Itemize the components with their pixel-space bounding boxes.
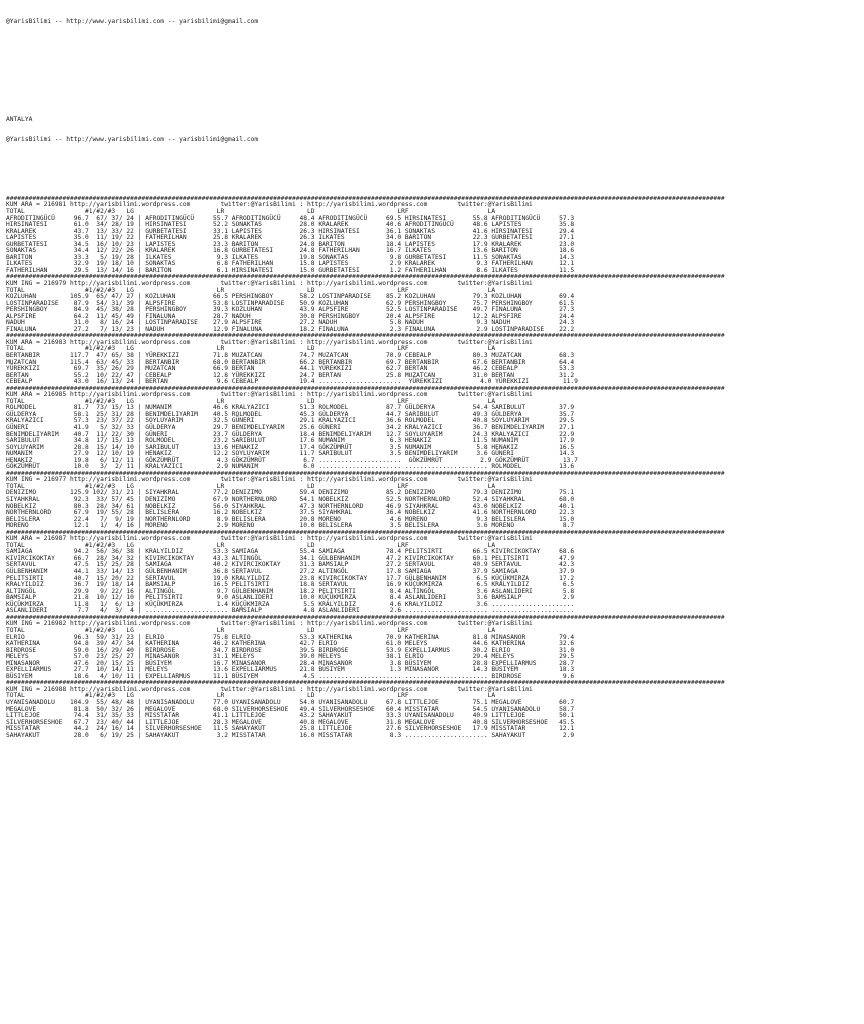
horse-row: KRALYAZICI 57.3 23/ 37/ 22 | SOYLUYARIM 32.5 GÜNERI 29.1 KRALYAZICI 36.6 ROLMODEL 40.8 SOYLUYARIM 29.5 xyxy=(6,417,575,425)
horse-row: GÜLDERYA 58.1 25/ 31/ 28 | BENIMDELIYARIM 40.5 ROLMODEL 45.3 GÜLDERYA 44.7 SARIBULUT 49.3 GÜLDERYA 35.7 xyxy=(6,410,575,418)
horse-row: KÜÇÜKMIRZA 11.8 1/ 6/ 13 | KÜÇÜKMIRZA 1.4 KÜÇÜKMIRZA 5.5 KRALYILDIZ 4.6 KRALYILDIZ 3.6 ...................... xyxy=(6,600,575,608)
horse-row: BERTAN 55.2 10/ 22/ 47 | CEBEALP 12.8 YÜREKKIZI 24.7 BERTAN 25.8 MUZATCAN 31.0 BERTAN 31.2 xyxy=(6,371,575,379)
horse-row: SARIBULUT 34.8 17/ 15/ 13 | ROLMODEL 23.2 SARIBULUT 17.6 NUMANIM 6.3 HENAKIZ 11.5 NUMANIM 17.9 xyxy=(6,437,575,445)
horse-row: BELISLERA 22.4 7/ 9/ 19 | NORTHERNLORD 8.9 BELISLERA 20.8 MORENO 4.6 MORENO 9.3 BELISLERA 15.0 xyxy=(6,515,575,523)
horse-row: SIYAHKRAL 92.3 33/ 57/ 45 | DENIZIMO 67.9 NORTHERNLORD 54.1 NOBELKIZ 52.5 NORTHERNLORD 52.4 SIYAHKRAL 68.0 xyxy=(6,496,575,504)
section-separator: ############################################################################################################################################################################################### xyxy=(6,470,725,477)
column-header-line: TOTAL #1/#2/#3 LG LR LD LRF LA xyxy=(6,541,496,549)
section-separator: ############################################################################################################################################################################################### xyxy=(6,385,725,392)
horse-row: MORENO 12.1 1/ 4/ 16 | MORENO 2.9 MORENO 10.0 BELISLERA 3.5 BELISLERA 3.6 MORENO 8.7 xyxy=(6,522,575,530)
column-header-line: TOTAL #1/#2/#3 LG LR LD LRF LA xyxy=(6,482,496,490)
horse-row: LITTLEJOE 74.4 31/ 35/ 33 | MISSTATAR 41.1 LITTLEJOE 43.2 SAHAYAKUT 33.3 UYANISANADOLU 40.9 LITTLEJOE 50.1 xyxy=(6,712,575,720)
section-separator: ############################################################################################################################################################################################### xyxy=(6,195,725,202)
horse-row: BARITON 33.3 5/ 19/ 28 | ILKATES 9.3 ILKATES 19.8 SONAKTAS 9.8 GURBETATESI 11.5 SONAKTAS 14.3 xyxy=(6,253,575,261)
header-contact-line: @YarisBilimi -- http://www.yarisbilimi.com -- yarisbilimi@gmail.com xyxy=(6,18,259,26)
column-header-line: TOTAL #1/#2/#3 LG LR LD LRF LA xyxy=(6,626,496,634)
column-header-line: TOTAL #1/#2/#3 LG LR LD LRF LA xyxy=(6,345,496,353)
section-separator: ############################################################################################################################################################################################### xyxy=(6,614,725,621)
race-section xyxy=(6,333,860,385)
report-page xyxy=(6,6,860,746)
horse-row: PELITSIRTI 40.7 15/ 20/ 22 | SERTAVUL 19.0 KRALYILDIZ 23.8 KIVIRCIKOKTAY 17.7 GÜLBENHANIM 6.5 KÜÇÜKMIRZA 17.2 xyxy=(6,574,575,582)
horse-row: AFRODITINGÜCÜ 96.7 67/ 37/ 24 | AFRODITINGÜCÜ 55.7 AFRODITINGÜCÜ 48.4 AFRODITINGÜCÜ 69.5 HIRSINATESI 55.8 AFRODITINGÜCÜ 57.3 xyxy=(6,214,575,222)
horse-row: SILVERHORSESHOE 67.7 23/ 40/ 44 | LITTLEJOE 28.3 MEGALOVE 40.8 MEGALOVE 31.8 MEGALOVE 40.8 SILVERHORSESHOE 45.5 xyxy=(6,718,575,726)
horse-row: BIRDROSE 59.0 16/ 29/ 40 | BIRDROSE 34.7 BIRDROSE 39.5 BIRDROSE 53.9 EXPELLIARMUS 30.2 ELRIO 31.0 xyxy=(6,646,575,654)
race-title-line: KUM ARA = 216983 http://yarisbilimi.wordpress.com twitter:@YarisBilimi : http://yarisbilimi.wordpress.com twitter:@YarisBilimi xyxy=(6,338,533,346)
horse-row: GÜLBENHANIM 44.1 33/ 14/ 13 | GÜLBENHANIM 36.8 SERTAVUL 27.2 ALTINGÖL 17.8 SAMIAGA 37.9 SAMIAGA 37.9 xyxy=(6,568,575,576)
race-section xyxy=(6,530,860,615)
race-section xyxy=(6,196,860,275)
horse-row: CEBEALP 43.0 16/ 13/ 24 | BERTAN 9.6 CEBEALP 19.4 ...................... YÜREKKIZI 4.0 YÜREKKIZI 11.9 xyxy=(6,378,578,386)
horse-row: ALPSFIRE 64.2 11/ 45/ 49 | FINALUNA 28.7 NADUH 30.8 PERSHINGBOY 20.4 ALPSFIRE 12.2 ALPSFIRE 24.4 xyxy=(6,312,575,320)
horse-row: ALTINGÖL 29.9 9/ 22/ 16 | ALTINGÖL 9.7 GÜLBENHANIM 18.2 PELITSIRTI 8.4 ALTINGÖL 3.6 ASLANLIDERI 5.8 xyxy=(6,587,575,595)
horse-row: NADUH 31.0 8/ 16/ 24 | LOSTINPARADISE 27.9 ALPSFIRE 27.2 NADUH 5.8 NADUH 9.3 NADUH 24.3 xyxy=(6,319,575,327)
horse-row: GURBETATESI 34.5 16/ 10/ 23 | LAPISTES 23.3 BARITON 24.8 BARITON 18.4 LAPISTES 17.9 KRALAREK 23.0 xyxy=(6,240,575,248)
horse-row: GÜNERI 41.9 5/ 32/ 33 | GÜLDERYA 29.7 BENIMDELIYARIM 25.6 GÜNERI 34.2 KRALYAZICI 36.7 BENIMDELIYARIM 27.1 xyxy=(6,424,575,431)
column-header-line: TOTAL #1/#2/#3 LG LR LD LRF LA xyxy=(6,397,496,405)
race-title-line: KUM ING = 216977 http://yarisbilimi.wordpress.com twitter:@YarisBilimi : http://yarisbilimi.wordpress.com twitter:@YarisBilimi xyxy=(6,476,533,484)
race-title-line: KUM ING = 216979 http://yarisbilimi.wordpress.com twitter:@YarisBilimi : http://yarisbilimi.wordpress.com twitter:@YarisBilimi xyxy=(6,279,533,287)
horse-row: KIVIRCIKOKTAY 66.7 28/ 34/ 32 | KIVIRCIKOKTAY 43.3 ALTINGÖL 34.1 GÜLBENHANIM 47.2 KIVIRCIKOKTAY 60.1 PELITSIRTI 47.9 xyxy=(6,554,575,562)
race-title-line: KUM ARA = 216987 http://yarisbilimi.wordpress.com twitter:@YarisBilimi : http://yarisbilimi.wordpress.com twitter:@YarisBilimi xyxy=(6,535,533,543)
horse-row: BAMSIALP 21.8 10/ 12/ 10 | PELITSIRTI 9.0 ASLANLIDERI 10.0 KÜÇÜKMIRZA 8.4 ASLANLIDERI 3.6 BAMSIALP 2.9 xyxy=(6,594,575,602)
section-separator: ############################################################################################################################################################################################### xyxy=(6,333,725,340)
horse-row: ROLMODEL 81.7 73/ 15/ 13 | NUMANIM 46.6 KRALYAZICI 51.3 ROLMODEL 87.7 GÜLDERYA 54.4 SARIBULUT 37.9 xyxy=(6,404,575,412)
race-title-line: KUM ING = 216982 http://yarisbilimi.wordpress.com twitter:@YarisBilimi : http://yarisbilimi.wordpress.com twitter:@YarisBilimi xyxy=(6,620,533,628)
horse-row: KRALAREK 43.7 13/ 33/ 22 | GURBETATESI 33.1 LAPISTES 26.3 HIRSINATESI 36.1 SONAKTAS 41.6 HIRSINATESI 29.4 xyxy=(6,227,575,235)
horse-row: KRALYILDIZ 36.7 19/ 18/ 14 | BAMSIALP 16.5 PELITSIRTI 18.8 SERTAVUL 16.9 KÜÇÜKMIRZA 6.5 KRALYILDIZ 6.5 xyxy=(6,581,575,589)
horse-row: SOYLUYARIM 28.8 15/ 14/ 10 | SARIBULUT 13.6 HENAKIZ 17.4 GÖKZÜMRÜT 3.5 NUMANIM 5.8 HENAKIZ 16.5 xyxy=(6,443,575,451)
horse-row: MELEYS 57.0 23/ 25/ 27 | MINASANOR 31.1 MELEYS 39.0 MELEYS 38.1 ELRIO 29.4 MELEYS 29.5 xyxy=(6,653,575,661)
horse-row: SERTAVUL 47.5 15/ 25/ 28 | SAMIAGA 40.2 KIVIRCIKOKTAY 31.3 BAMSIALP 27.2 SERTAVUL 40.9 SERTAVUL 42.3 xyxy=(6,561,575,569)
race-sections xyxy=(6,196,860,739)
race-section xyxy=(6,386,860,471)
horse-row: BENIMDELIYARIM 40.7 11/ 22/ 30 | GÜNERI 23.7 GÜLDERYA 18.4 BENIMDELIYARIM 12.7 SOYLUYARIM 24.3 KRALYAZICI 22.9 xyxy=(6,430,575,438)
horse-row: LAPISTES 35.0 11/ 19/ 22 | FATHERILHAN 25.8 KRALAREK 26.3 ILKATES 34.0 BARITON 22.3 GURBETATESI 27.1 xyxy=(6,234,575,242)
horse-row: KOZLUHAN 105.9 65/ 47/ 27 | KOZLUHAN 66.5 PERSHINGBOY 58.2 LOSTINPARADISE 85.2 KOZLUHAN 79.3 KOZLUHAN 69.4 xyxy=(6,293,575,301)
horse-row: MEGALOVE 81.8 50/ 32/ 26 | MEGALOVE 68.0 SILVERHORSESHOE 49.4 SILVERHORSESHOE 60.4 MISSTATAR 54.5 UYANISANADOLU 58.7 xyxy=(6,705,575,713)
column-header-line: TOTAL #1/#2/#3 LG LR LD LRF LA xyxy=(6,692,496,700)
horse-row: PERSHINGBOY 84.9 45/ 38/ 28 | PERSHINGBOY 39.3 KOZLUHAN 43.9 ALPSFIRE 52.5 LOSTINPARADISE 49.7 FINALUNA 27.3 xyxy=(6,306,575,314)
horse-row: SAHAYAKUT 28.0 6/ 19/ 25 | SAHAYAKUT 3.2 MISSTATAR 16.0 MISSTATAR 8.3 ...................... SAHAYAKUT 2.9 xyxy=(6,731,575,739)
horse-row: FINALUNA 27.2 7/ 13/ 23 | NADUH 12.9 FINALUNA 18.2 FINALUNA 2.3 FINALUNA 2.9 LOSTINPARADISE 22.2 xyxy=(6,325,575,333)
race-title-line: KUM ARA = 216981 http://yarisbilimi.wordpress.com twitter:@YarisBilimi : http://yarisbilimi.wordpress.com twitter:@YarisBilimi xyxy=(6,201,533,209)
horse-row: NUMANIM 27.9 12/ 10/ 19 | HENAKIZ 12.2 SOYLUYARIM 11.7 SARIBULUT 3.5 BENIMDELIYARIM 3.6 GÜNERI 14.3 xyxy=(6,450,575,458)
horse-row: FATHERILHAN 29.5 13/ 14/ 16 | BARITON 6.1 HIRSINATESI 15.0 GURBETATESI 1.2 FATHERILHAN 8.6 ILKATES 11.5 xyxy=(6,266,575,274)
horse-row: DENIZIMO 125.9 102/ 31/ 21 | SIYAHKRAL 77.2 DENIZIMO 59.4 DENIZIMO 85.2 DENIZIMO 79.3 DENIZIMO 75.1 xyxy=(6,489,575,497)
horse-row: BERTANBIR 117.7 47/ 65/ 38 | YÜREKKIZI 71.8 MUZATCAN 74.7 MUZATCAN 70.9 CEBEALP 80.3 MUZATCAN 68.3 xyxy=(6,351,575,359)
horse-row: YÜREKKIZI 69.7 35/ 26/ 29 | MUZATCAN 66.9 BERTAN 44.1 YÜREKKIZI 62.7 BERTAN 46.2 CEBEALP 53.3 xyxy=(6,365,575,373)
horse-row: SAMIAGA 94.2 56/ 36/ 38 | KRALYILDIZ 53.3 SAMIAGA 55.4 SAMIAGA 78.4 PELITSIRTI 66.5 KIVIRCIKOKTAY 68.6 xyxy=(6,548,575,556)
horse-row: NORTHERNLORD 67.9 19/ 55/ 28 | BELISLERA 16.2 NOBELKIZ 37.5 SIYAHKRAL 36.4 NOBELKIZ 41.6 NORTHERNLORD 22.3 xyxy=(6,509,575,517)
race-title-line: KUM ARA = 216985 http://yarisbilimi.wordpress.com twitter:@YarisBilimi : http://yarisbilimi.wordpress.com twitter:@YarisBilimi xyxy=(6,391,533,399)
horse-row: MUZATCAN 115.4 63/ 45/ 33 | BERTANBIR 68.0 BERTANBIR 66.2 BERTANBIR 69.7 BERTANBIR 67.6 BERTANBIR 64.4 xyxy=(6,358,575,366)
horse-row: BÜSIYEM 18.6 4/ 10/ 11 | EXPELLIARMUS 11.1 BÜSIYEM 4.5 ...................... ...................... BIRDROSE 9.6 xyxy=(6,672,575,680)
horse-row: ELRIO 96.3 59/ 31/ 23 | ELRIO 75.8 ELRIO 53.3 KATHERINA 70.9 KATHERINA 81.8 MINASANOR 79.4 xyxy=(6,633,575,641)
race-section xyxy=(6,274,860,333)
race-section xyxy=(6,471,860,530)
header-contact-line-2: @YarisBilimi -- http://www.yarisbilimi.com -- yarisbilimi@gmail.com xyxy=(6,135,259,143)
race-section xyxy=(6,680,860,739)
horse-row: MISSTATAR 44.2 24/ 16/ 14 | SILVERHORSESHOE 11.5 SAHAYAKUT 25.8 LITTLEJOE 27.6 SILVERHORSESHOE 17.9 MISSTATAR 12.1 xyxy=(6,725,575,733)
horse-row: HIRSINATESI 61.0 34/ 28/ 19 | HIRSINATESI 52.2 SONAKTAS 28.0 KRALAREK 40.6 AFRODITINGÜCÜ 48.6 LAPISTES 35.8 xyxy=(6,221,575,229)
section-separator: ############################################################################################################################################################################################### xyxy=(6,274,725,281)
race-section xyxy=(6,615,860,680)
race-title-line: KUM ING = 216988 http://yarisbilimi.wordpress.com twitter:@YarisBilimi : http://yarisbilimi.wordpress.com twitter:@YarisBilimi xyxy=(6,685,533,693)
city-heading: ANTALYA xyxy=(6,116,33,124)
section-separator: ############################################################################################################################################################################################### xyxy=(6,680,725,687)
horse-row: EXPELLIARMUS 27.7 10/ 14/ 11 | MELEYS 13.6 EXPELLIARMUS 21.8 BÜSIYEM 1.3 MINASANOR 14.3 BÜSIYEM 18.3 xyxy=(6,666,575,674)
horse-row: UYANISANADOLU 104.9 55/ 48/ 48 | UYANISANADOLU 77.0 UYANISANADOLU 54.0 UYANISANADOLU 67.8 LITTLEJOE 75.1 MEGALOVE 60.7 xyxy=(6,698,575,706)
horse-row: GÖKZÜMRÜT 10.0 3/ 2/ 11 | KRALYAZICI 2.9 NUMANIM 6.0 ...................... ...................... ROLMODEL 13.6 xyxy=(6,463,575,471)
column-header-line: TOTAL #1/#2/#3 LG LR LD LRF LA xyxy=(6,286,496,294)
horse-row: MINASANOR 47.6 20/ 15/ 25 | BÜSIYEM 16.7 MINASANOR 28.4 MINASANOR 3.8 BÜSIYEM 28.8 EXPELLIARMUS 28.7 xyxy=(6,659,575,667)
horse-row: LOSTINPARADISE 87.9 54/ 31/ 39 | ALPSFIRE 53.8 LOSTINPARADISE 50.9 KOZLUHAN 62.9 PERSHINGBOY 75.7 PERSHINGBOY 61.5 xyxy=(6,299,575,307)
section-separator: ############################################################################################################################################################################################### xyxy=(6,529,725,536)
horse-row: ASLANLIDERI 7.7 4/ 3/ 4 | ...................... BAMSIALP 4.8 ASLANLIDERI 2.6 ...................... ...................... xyxy=(6,607,575,615)
horse-row: ILKATES 32.9 19/ 18/ 10 | SONAKTAS 6.8 FATHERILHAN 15.8 LAPISTES 2.9 KRALAREK 9.3 FATHERILHAN 12.1 xyxy=(6,260,575,268)
horse-row: NOBELKIZ 80.3 28/ 34/ 61 | NOBELKIZ 56.0 SIYAHKRAL 47.3 NORTHERNLORD 46.9 SIYAHKRAL 43.0 NOBELKIZ 40.1 xyxy=(6,502,575,510)
horse-row: KATHERINA 94.8 39/ 47/ 34 | KATHERINA 46.2 KATHERINA 42.7 ELRIO 61.0 MELEYS 44.6 KATHERINA 32.6 xyxy=(6,640,575,648)
column-header-line: TOTAL #1/#2/#3 LG LR LD LRF LA xyxy=(6,207,496,215)
horse-row: SONAKTAS 34.4 12/ 22/ 26 | KRALAREK 16.8 GURBETATESI 24.8 FATHERILHAN 16.7 ILKATES 13.6 BARITON 18.6 xyxy=(6,247,575,255)
horse-row: HENAKIZ 19.8 6/ 12/ 11 | GÖKZÜMRÜT 4.3 GÖKZÜMRÜT 6.7 ...................... GÖKZÜMRÜT 2.9 GÖKZÜMRÜT 13.7 xyxy=(6,456,578,464)
